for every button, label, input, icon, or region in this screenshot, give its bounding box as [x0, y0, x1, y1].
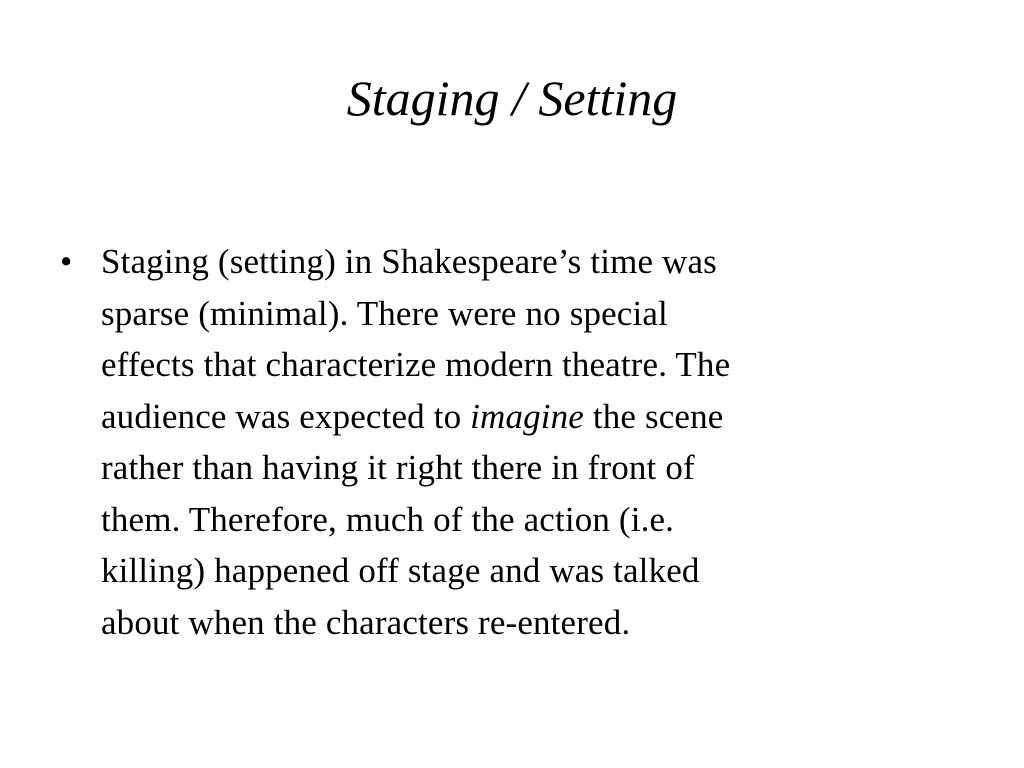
body-line-5: rather than having it right there in front of [101, 448, 695, 487]
body-line-4-start: audience was expected to [101, 396, 471, 436]
bullet-item [60, 236, 960, 648]
body-line-1: Staging (setting) in Shakespeare’s time was [101, 242, 717, 281]
body-line-8: about when the characters re-entered. [101, 602, 631, 642]
body-line-6: them. Therefore, much of the action (i.e. [101, 499, 675, 539]
emphasis-imagine: imagine [470, 396, 584, 436]
slide-title: Staging / Setting [346, 70, 678, 126]
body-line-7: killing) happened off stage and was talked [101, 551, 700, 590]
body-line-2: sparse (minimal). There were no special [101, 293, 668, 333]
slide-body [60, 236, 960, 648]
body-line-4-end: the scene [583, 396, 724, 436]
body-line-4 [101, 391, 960, 443]
body-line-3: effects that characterize modern theatre. The [101, 345, 731, 384]
bullet-icon: • [60, 242, 73, 281]
